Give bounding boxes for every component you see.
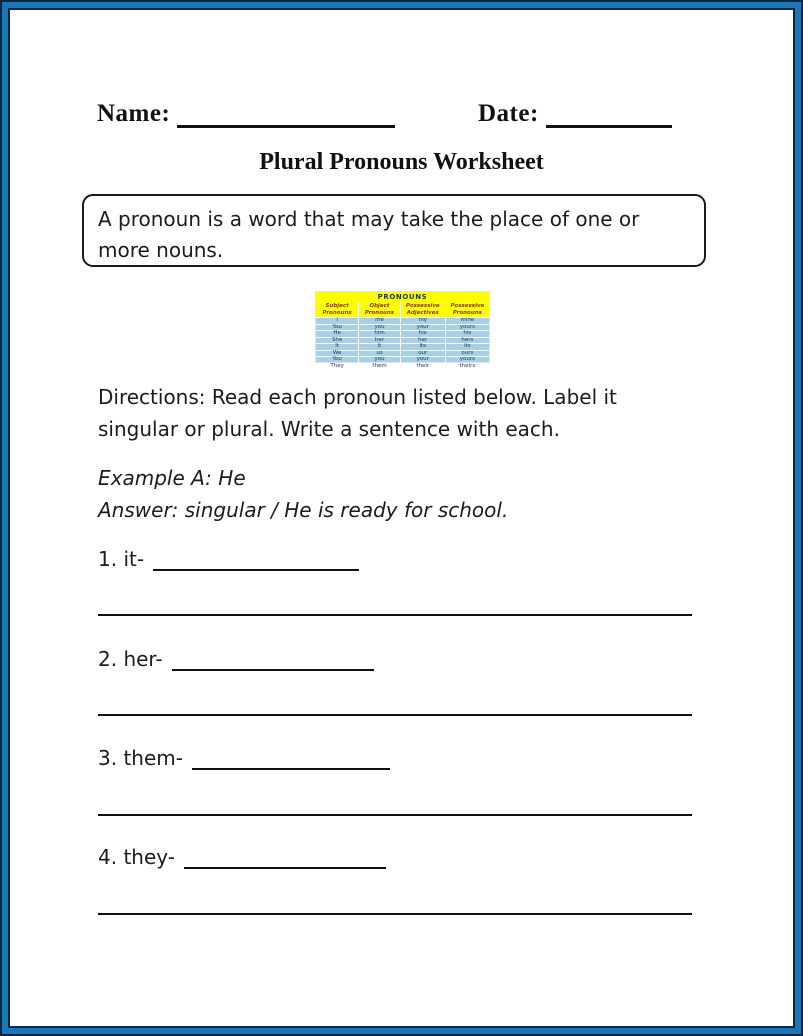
item-3-answer-line [192,746,390,770]
item-4 [98,843,386,869]
directions-line-2: singular or plural. Write a sentence with each. [98,417,560,441]
table-cell: its [464,343,471,349]
table-cell: her [359,338,401,344]
item-3-sentence-line [98,814,692,816]
table-cell: theirs [459,362,476,369]
date-label: Date: [478,100,539,127]
table-cell: yours [459,323,475,330]
table-cell: I [316,318,359,324]
table-cell: your [401,325,446,331]
table-cell: its [401,344,446,350]
table-cell: them [359,364,401,370]
item-1-answer-line [153,547,359,571]
table-cell: ours [461,349,474,356]
table-cell: You [316,325,359,331]
name-blank-line [177,104,395,128]
table-cell: me [359,318,401,324]
name-field-group [97,100,395,128]
directions-text [98,381,617,445]
table-cell: us [359,351,401,357]
table-cell: He [316,331,359,337]
item-2-answer-line [172,647,374,671]
column-header: Subject Pronouns [316,302,359,317]
item-3 [98,744,390,770]
item-2-label: 2. her- [98,647,163,671]
table-cell: She [316,338,359,344]
date-field-group [478,100,672,128]
table-cell: his [401,331,446,337]
table-cell: They [316,364,359,370]
table-cell: our [401,351,446,357]
item-3-label: 3. them- [98,746,183,770]
item-2-sentence-line [98,714,692,716]
table-cell: you [359,357,401,363]
definition-box [82,194,706,267]
date-blank-line [546,104,672,128]
example-line-1: Example A: He [98,466,246,490]
pronoun-chart-header-row [316,302,489,318]
page-title: Plural Pronouns Worksheet [259,149,544,175]
column-header: Object Pronouns [359,302,401,317]
name-label: Name: [97,100,171,127]
pronoun-chart [315,291,490,369]
table-cell: her [401,338,446,344]
table-cell: You [316,357,359,363]
item-4-label: 4. they- [98,845,175,869]
table-cell: your [401,357,446,363]
example-line-2: Answer: singular / He is ready for school. [98,498,509,522]
table-cell: his [463,330,472,336]
definition-line-2: more nouns. [98,238,224,262]
table-cell: their [401,364,446,370]
pronoun-chart-title: PRONOUNS [316,292,489,302]
item-1-label: 1. it- [98,547,145,571]
table-cell: it [359,344,401,350]
table-cell: him [359,331,401,337]
definition-line-1: A pronoun is a word that may take the place of one or [98,207,640,231]
table-cell: We [316,351,359,357]
column-header: Possessive Adjectives [401,302,446,317]
table-cell: my [401,318,446,324]
item-4-answer-line [184,845,386,869]
example-block [98,462,508,526]
table-cell: hers [461,336,474,343]
item-1-sentence-line [98,614,692,616]
item-2 [98,645,374,671]
column-header: Possessive Pronouns [450,303,485,316]
directions-line-1: Directions: Read each pronoun listed below. Label it [98,385,617,409]
table-cell: It [316,344,359,350]
table-cell: you [359,325,401,331]
pronoun-chart-body [316,318,489,369]
item-4-sentence-line [98,913,692,915]
table-cell: yours [459,356,475,362]
table-cell: mine [460,317,475,323]
table-row [316,364,489,370]
item-1 [98,545,359,571]
